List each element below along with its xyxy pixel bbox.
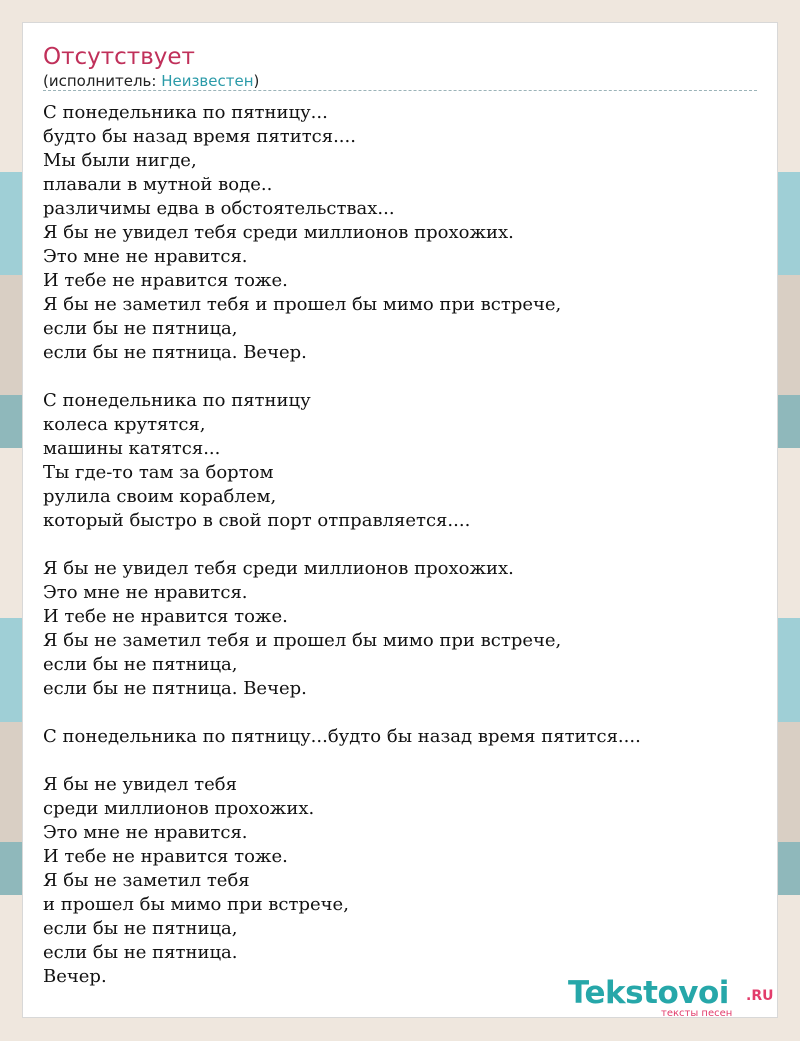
- artist-line: [43, 72, 259, 90]
- artist-suffix: ): [253, 72, 260, 90]
- logo-tagline: тексты песен: [661, 1008, 733, 1019]
- lyrics-card: [22, 22, 778, 1018]
- site-logo[interactable]: [568, 975, 778, 1019]
- lyrics-text: С понедельника по пятницу... будто бы назад время пятится.... Мы были нигде, плавали в мутной воде.. различимы едва в обстоятельствах... Я бы не увидел тебя среди миллионов прохожих. Это мне не нравится. И тебе не нравится тоже. Я бы не заметил тебя и прошел бы мимо при встрече, если бы не пятница, если бы не пятница. Вечер. С понедельника по пятницу колеса крутятся, машины катятся... Ты где-то там за бортом рулила своим кораблем, который быстро в свой порт отправляется.... Я бы не увидел тебя среди миллионов прохожих. Это мне не нравится. И тебе не нравится тоже. Я бы не заметил тебя и прошел бы мимо при встрече, если бы не пятница, если бы не пятница. Вечер. С понедельника по пятницу...будто бы назад время пятится.... Я бы не увидел тебя среди миллионов прохожих. Это мне не нравится. И тебе не нравится тоже. Я бы не заметил тебя и прошел бы мимо при встрече, если бы не пятница, если бы не пятница. Вечер.: [43, 102, 641, 987]
- artist-prefix: (исполнитель:: [43, 72, 162, 90]
- song-title: Отсутствует: [43, 44, 195, 70]
- title-divider: [43, 90, 757, 91]
- logo-domain-suffix: .RU: [746, 988, 774, 1004]
- logo-wordmark: Tekstovoi: [568, 975, 729, 1011]
- artist-link[interactable]: Неизвестен: [161, 72, 254, 90]
